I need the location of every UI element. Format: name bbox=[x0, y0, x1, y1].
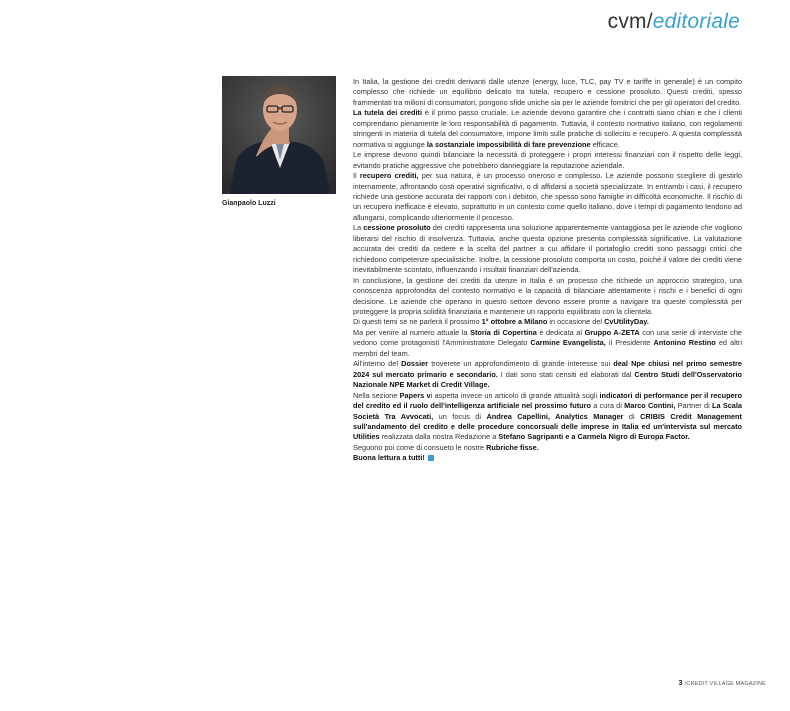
section-title: editoriale bbox=[652, 10, 740, 33]
paragraph bbox=[353, 391, 742, 443]
bold-text: deal Npe chiusi nel primo semestre 2024 sul mercato primario e secondario. bbox=[353, 359, 742, 379]
text-run: è dedicata al bbox=[536, 327, 585, 337]
paragraph bbox=[353, 223, 742, 275]
text-run: per sua natura, è un processo oneroso e complesso. Le aziende possono scegliere di gestirlo internamente, affrontando costi operativi significativi, o di affidarsi a società specializzate. In entrambi i casi, il recupero richiede una gestione accurata dei rapporti con i debitori, che spesso sono famiglie in difficoltà economiche. Il rischio di un recupero inefficace è elevato, soprattutto in un contesto come quello italiano, dove i tempi di pagamento tendono ad allungarsi, complicando ulteriormente il processo. bbox=[353, 171, 743, 222]
text-run: troverete un approfondimento di grande interesse sui bbox=[428, 359, 614, 369]
text-run: La bbox=[353, 223, 364, 233]
paragraph bbox=[353, 108, 742, 150]
text-run: Le imprese devono quindi bilanciare la necessità di proteggere i propri interessi finanziari con il rispetto delle leggi, evitando pratiche aggressive che potrebbero danneggiare la reputazione aziendale. bbox=[353, 150, 742, 170]
paragraph bbox=[353, 317, 742, 327]
bold-text: Dossier bbox=[401, 359, 429, 369]
paragraph bbox=[353, 443, 742, 453]
bold-text: la sostanziale impossibilità di fare prevenzione bbox=[426, 139, 591, 149]
bold-text: recupero crediti, bbox=[359, 171, 419, 181]
bold-text: Gruppo A-ZETA bbox=[584, 327, 640, 337]
text-run: in occasione del bbox=[547, 317, 605, 327]
bold-text: v bbox=[426, 390, 431, 400]
bold-text: Buona lettura a tutti! bbox=[353, 453, 425, 463]
text-run: il Presidente bbox=[605, 338, 654, 348]
bold-text: Carmine Evangelista, bbox=[530, 338, 606, 348]
bold-text: Marco Contini, bbox=[624, 401, 676, 411]
paragraph bbox=[353, 77, 742, 108]
text-run: dei crediti rappresenta una soluzione apparentemente vantaggiosa per le aziende che vogliono liberarsi del rischio di insolvenza. Tuttavia, anche questa opzione presenta complessità significative. La valutazione accurata dei crediti da cedere e la scelta del partner a cui affidare il portafoglio crediti sono passaggi critici che richiedono competenze specialistiche. Inoltre, la cessione prosoluto comporta un costo, poiché il valore dei crediti viene inevitabilmente scontato, influenzando i risultati finanziari dell'azienda. bbox=[353, 223, 742, 275]
page-number: 3 bbox=[678, 680, 683, 687]
author-photo bbox=[222, 76, 336, 194]
bold-text: CvUtilityDay. bbox=[604, 317, 649, 327]
text-run: In Italia, la gestione dei crediti derivanti dalle utenze (energy, luce, TLC, pay TV e tariffe in generale) è un compito complesso che richiede un equilibrio delicato tra tutela, recupero e cessione prosoluto. Questi crediti, spesso frammentati tra milioni di consumatori, pongono sfide uniche sia per le aziende fornitrici che per gli operatori del credito. bbox=[353, 77, 742, 107]
bold-text: Andrea Capellini, Analytics Manager bbox=[486, 411, 624, 421]
end-mark-icon bbox=[428, 455, 434, 461]
paragraph bbox=[353, 171, 742, 223]
paragraph bbox=[353, 359, 742, 390]
text-run: In conclusione, la gestione dei crediti da utenze in Italia è un processo che richiede un approccio strategico, una conoscenza approfondita del contesto normativo e la capacità di bilanciare attentamente i rischi e i benefici di ogni decisione. Le aziende che operano in questo settore devono essere pronte a navigare tra queste complessità per proteggere la propria solidità finanziaria e mantenere un rapporto equilibrato con la clientela. bbox=[353, 275, 742, 316]
footer-separator: / bbox=[684, 681, 687, 687]
text-run: i aspetta invece un articolo di grande attualità sugli bbox=[430, 390, 600, 400]
bold-text: indicatori di performance per il recupero del credito ed il ruolo dell'intelligenza artificiale nel prossimo futuro bbox=[353, 390, 742, 411]
bold-text: cessione prosoluto bbox=[363, 223, 431, 233]
bold-text: CRIBIS Credit Management sull'andamento del credito e delle procedure concorsuali delle imprese in Italia ed un'intervista sul mercato Utilities bbox=[353, 411, 742, 442]
text-run: è il primo passo cruciale. Le aziende devono garantire che i contratti siano chiari e che i clienti comprendano pienamente le loro responsabilità di pagamento. Tuttavia, il contesto normativo italiano, con regolamenti stringenti in materia di tutela del consumatore, impone limiti sulle pratiche di sollecito e recupero. A questa complessità normativa si aggiunge bbox=[353, 108, 742, 149]
author-caption: Gianpaolo Luzzi bbox=[222, 200, 276, 207]
header-separator: / bbox=[646, 10, 653, 33]
bold-text: Stefano Sagripanti e a Carmela Nigro di Europa Factor. bbox=[498, 432, 690, 442]
magazine-name: CREDIT VILLAGE MAGAZINE bbox=[686, 681, 766, 687]
paragraph bbox=[353, 453, 742, 463]
text-run: Nella sezione bbox=[353, 390, 400, 400]
text-run: ed altri membri del team. bbox=[353, 338, 742, 358]
text-run: con una serie di interviste che vedono come protagonisti l'Amministratore Delegato bbox=[353, 327, 742, 348]
page-header bbox=[608, 10, 740, 34]
text-run: di bbox=[623, 411, 641, 421]
text-run: a cura di bbox=[591, 401, 625, 411]
bold-text: La tutela dei crediti bbox=[353, 108, 423, 118]
editorial-body bbox=[353, 77, 742, 464]
paragraph bbox=[353, 150, 742, 171]
bold-text: Storia di Copertina bbox=[470, 327, 537, 337]
bold-text: Centro Studi dell'Osservatorio Nazionale NPE Market di Credit Village. bbox=[353, 369, 742, 390]
text-run: All'interno del bbox=[353, 359, 402, 369]
text-run: Seguono poi come di consueto le nostre bbox=[353, 442, 487, 452]
text-run: realizzata dalla nostra Redazione a bbox=[379, 432, 499, 442]
brand-logo: cvm bbox=[607, 10, 647, 33]
text-run: Il bbox=[353, 171, 360, 181]
bold-text: Rubriche fisse. bbox=[486, 442, 539, 452]
text-run: efficace. bbox=[590, 139, 620, 149]
text-run: Di questi temi se ne parlerà il prossimo bbox=[353, 317, 482, 327]
text-run: un focus di bbox=[433, 411, 487, 421]
bold-text: 1° ottobre a Milano bbox=[481, 317, 548, 327]
bold-text: La Scala Società Tra Avvocati, bbox=[353, 401, 743, 421]
text-run: I dati sono stati censiti ed elaborati dal bbox=[497, 369, 635, 379]
text-run: Partner di bbox=[675, 401, 712, 411]
text-run: Ma per venire al numero attuale la bbox=[353, 327, 471, 337]
paragraph bbox=[353, 276, 742, 318]
bold-text: Antonino Restino bbox=[653, 338, 716, 348]
bold-text: Papers bbox=[399, 390, 425, 400]
paragraph bbox=[353, 328, 742, 359]
page-footer bbox=[678, 680, 766, 687]
